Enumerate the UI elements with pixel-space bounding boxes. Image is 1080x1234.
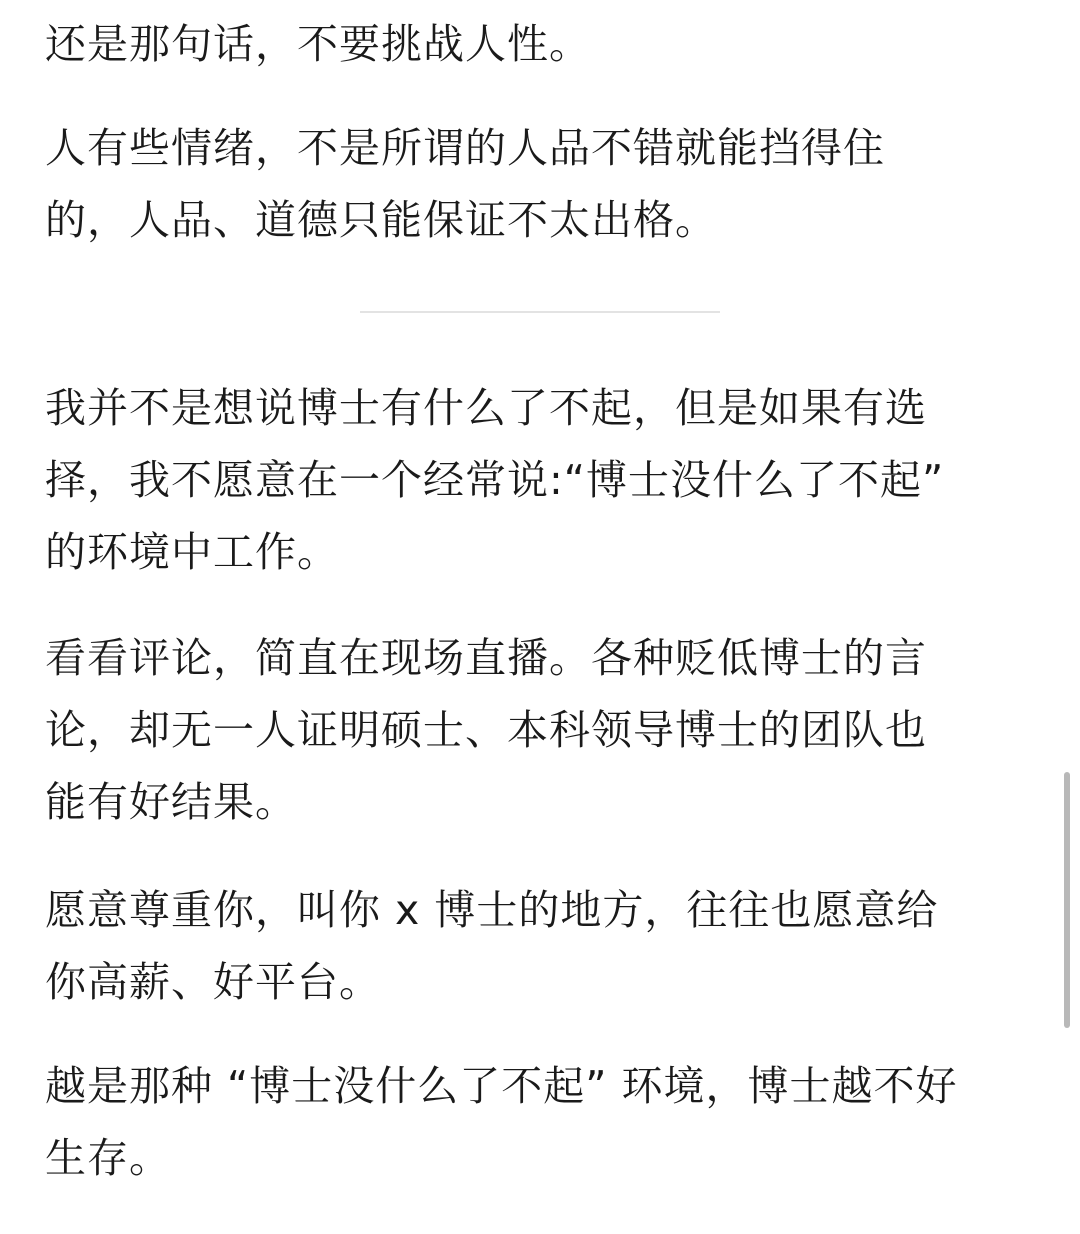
paragraph-6: 越是那种 “博士没什么了不起” 环境，博士越不好 生存。 [45, 1062, 958, 1182]
paragraph-4: 看看评论，简直在现场直播。各种贬低博士的言 论，却无一人证明硕士、本科领导博士的团队也 能有好结果。 [45, 634, 927, 826]
scrollbar-thumb[interactable] [1064, 772, 1070, 1028]
paragraph-2: 人有些情绪，不是所谓的人品不错就能挡得住 的，人品、道德只能保证不太出格。 [45, 124, 885, 244]
paragraph-3: 我并不是想说博士有什么了不起，但是如果有选 择，我不愿意在一个经常说:“博士没什么了不起” 的环境中工作。 [45, 384, 945, 576]
paragraph-5: 愿意尊重你，叫你 x 博士的地方，往往也愿意给 你高薪、好平台。 [45, 886, 939, 1006]
paragraph-1: 还是那句话，不要挑战人性。 [45, 20, 591, 68]
section-divider [360, 311, 720, 313]
